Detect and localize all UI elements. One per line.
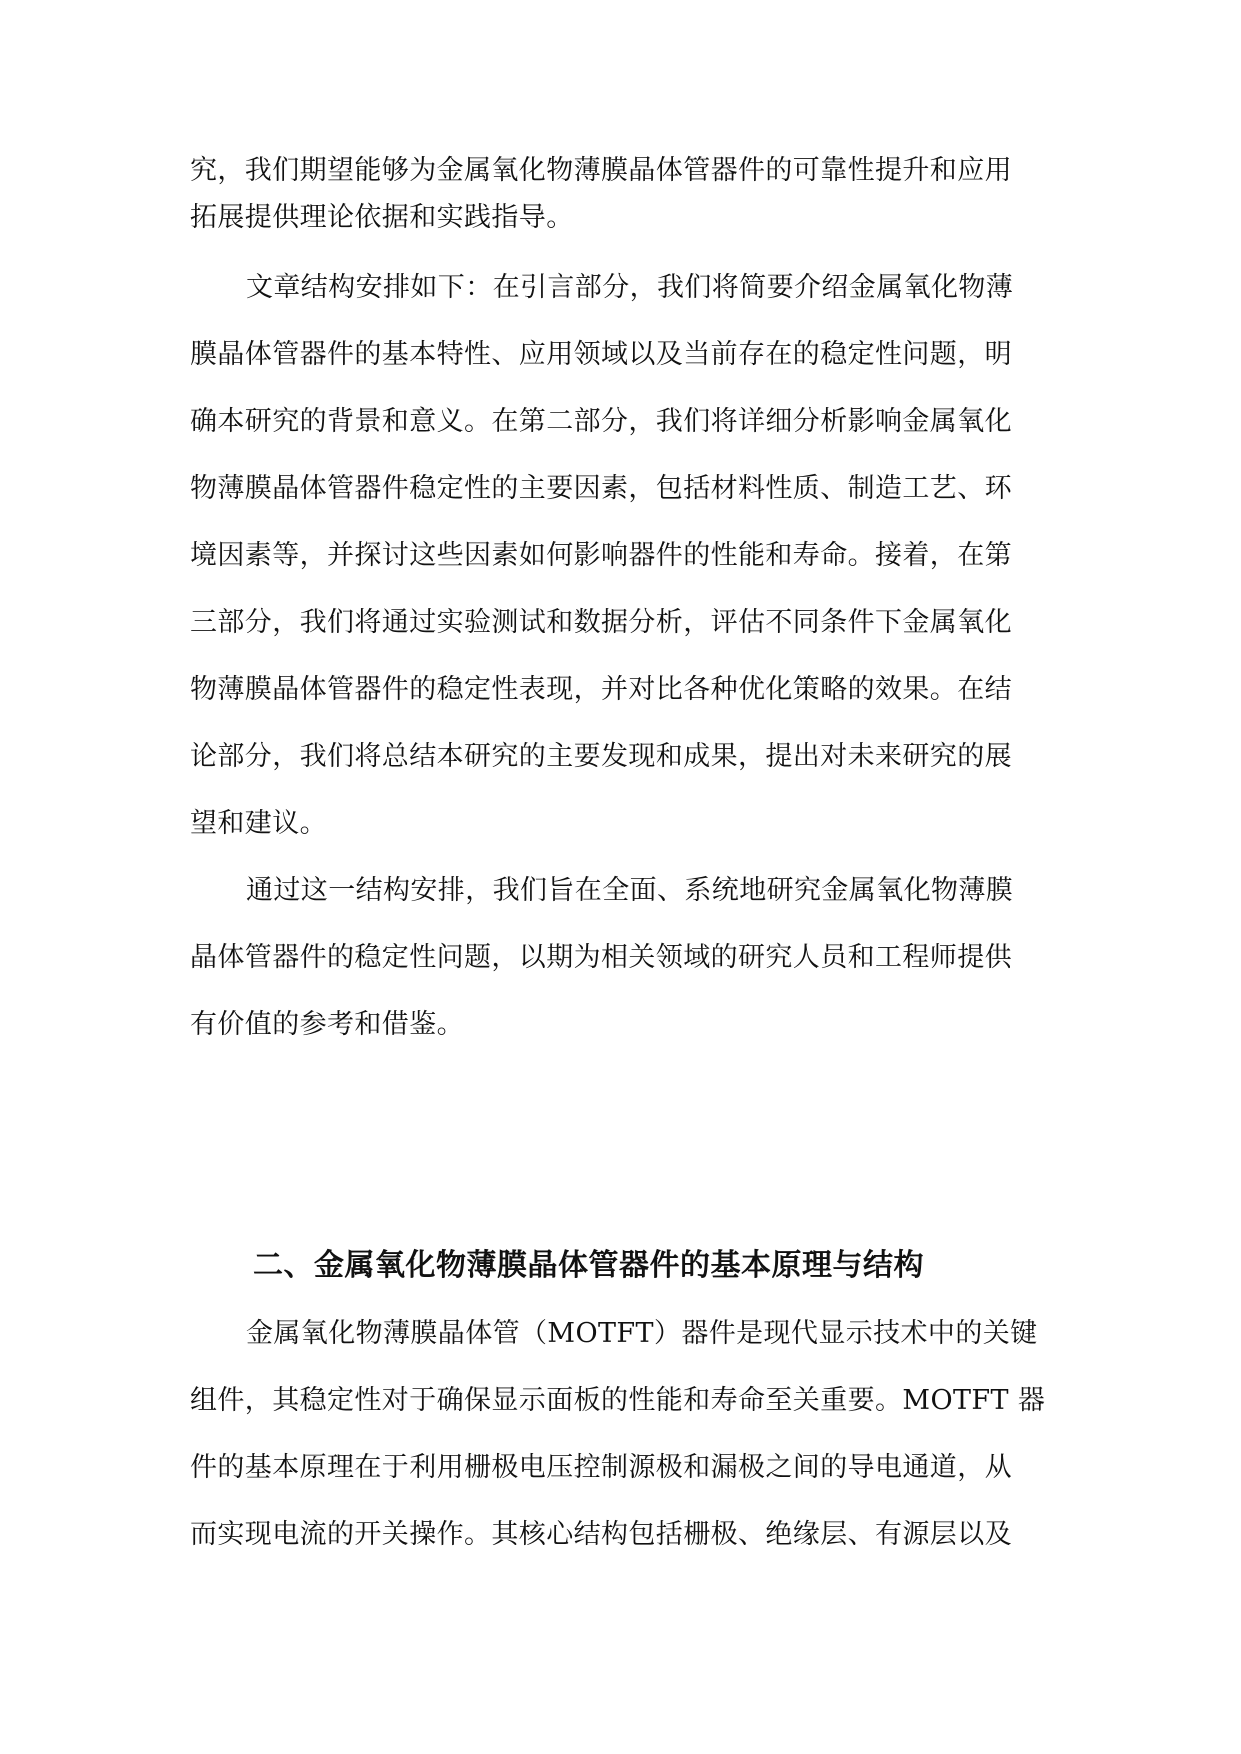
paragraph-line: 文章结构安排如下：在引言部分，我们将简要介绍金属氧化物薄 [246,272,1014,303]
paragraph-line: 晶体管器件的稳定性问题，以期为相关领域的研究人员和工程师提供 [190,942,1012,973]
paragraph-line: 物薄膜晶体管器件稳定性的主要因素，包括材料性质、制造工艺、环 [190,473,1012,504]
paragraph-line: 膜晶体管器件的基本特性、应用领域以及当前存在的稳定性问题，明 [190,339,1012,370]
paragraph-line: 三部分，我们将通过实验测试和数据分析，评估不同条件下金属氧化 [190,607,1012,638]
paragraph-line: 确本研究的背景和意义。在第二部分，我们将详细分析影响金属氧化 [190,406,1012,437]
paragraph-line: 望和建议。 [190,808,327,839]
section-heading: 二、金属氧化物薄膜晶体管器件的基本原理与结构 [253,1248,924,1283]
paragraph-line: 物薄膜晶体管器件的稳定性表现，并对比各种优化策略的效果。在结 [190,674,1012,705]
paragraph-line: 拓展提供理论依据和实践指导。 [190,202,574,233]
paragraph-line: 而实现电流的开关操作。其核心结构包括栅极、绝缘层、有源层以及 [190,1519,1012,1550]
paragraph-line: 论部分，我们将总结本研究的主要发现和成果，提出对未来研究的展 [190,741,1012,772]
paragraph-line: 组件，其稳定性对于确保显示面板的性能和寿命至关重要。MOTFT 器 [190,1385,1046,1416]
paragraph-line: 通过这一结构安排，我们旨在全面、系统地研究金属氧化物薄膜 [246,875,1014,906]
paragraph-line: 境因素等，并探讨这些因素如何影响器件的性能和寿命。接着，在第 [190,540,1012,571]
paragraph-line: 件的基本原理在于利用栅极电压控制源极和漏极之间的导电通道，从 [190,1452,1012,1483]
paragraph-line: 金属氧化物薄膜晶体管（MOTFT）器件是现代显示技术中的关键 [246,1318,1038,1349]
paragraph-line: 有价值的参考和借鉴。 [190,1009,464,1040]
paragraph-line: 究，我们期望能够为金属氧化物薄膜晶体管器件的可靠性提升和应用 [190,155,1012,186]
